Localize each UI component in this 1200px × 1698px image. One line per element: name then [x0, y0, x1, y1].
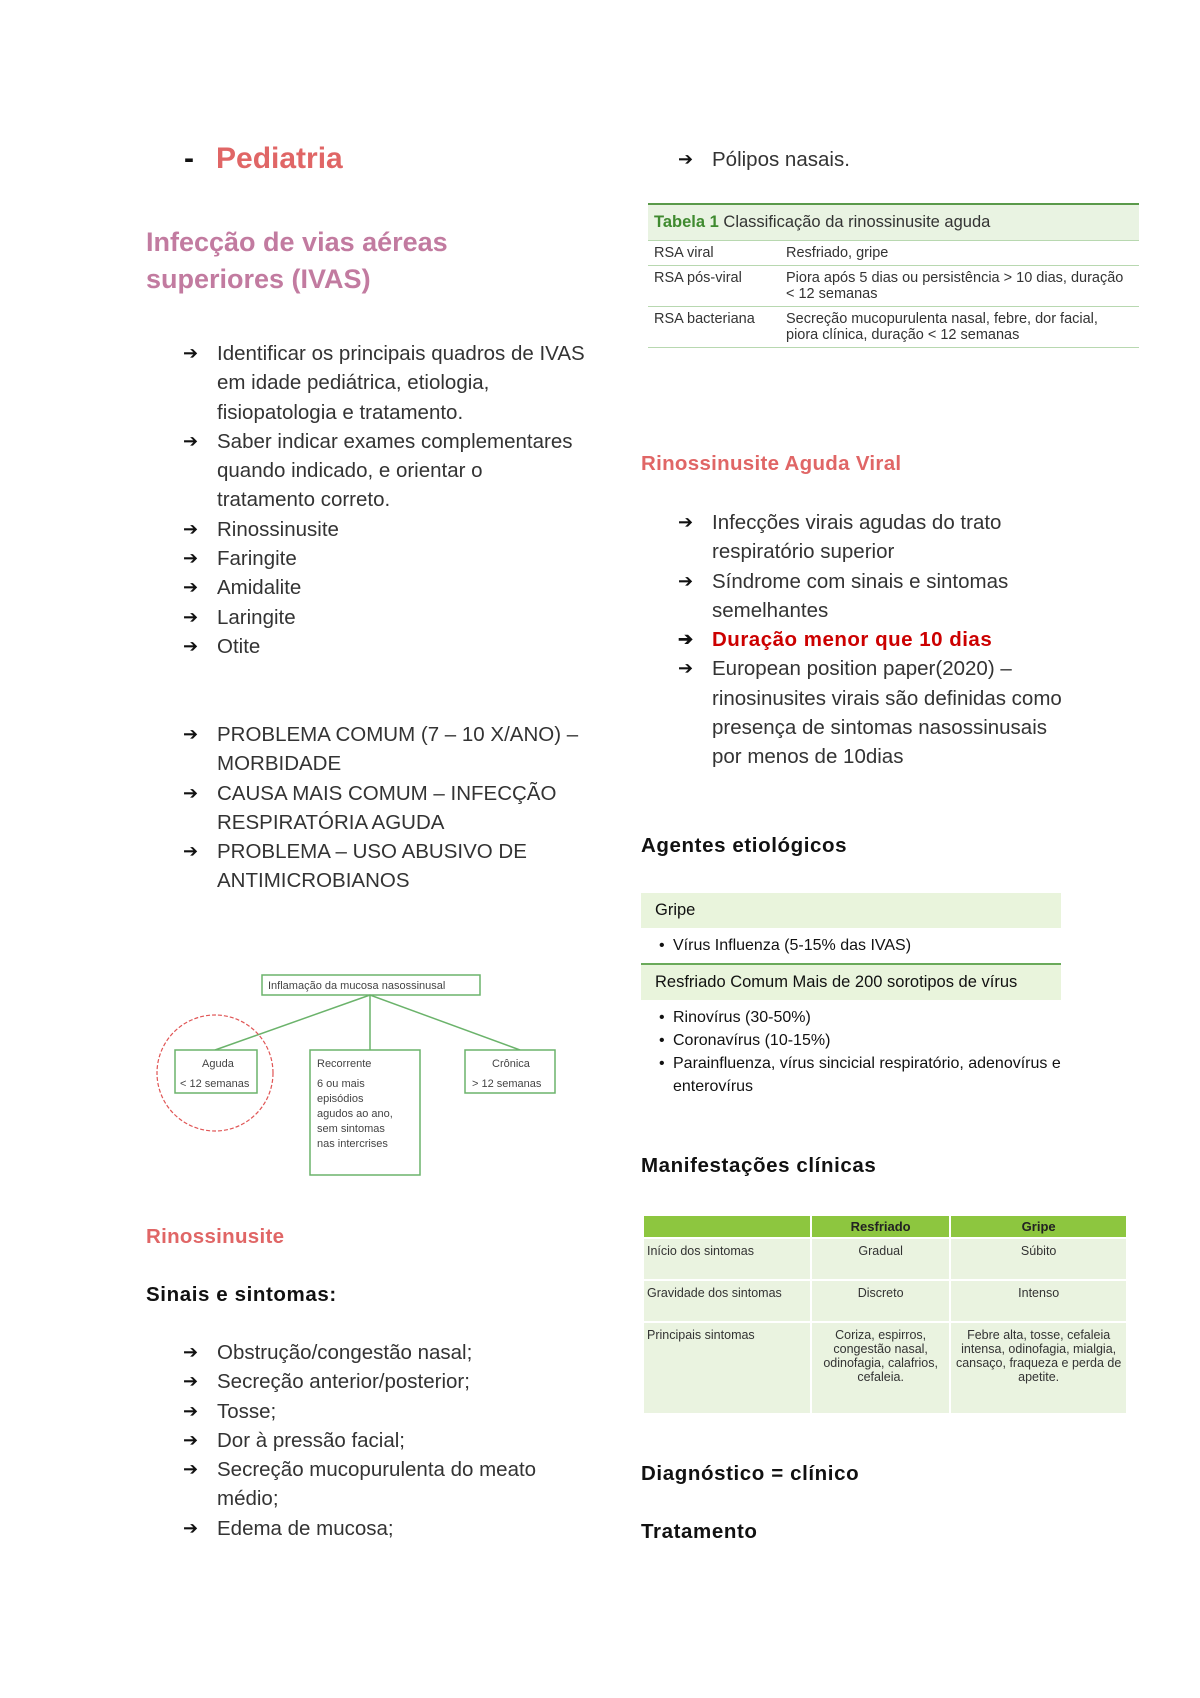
list-item: • Coronavírus (10-15%) — [659, 1029, 1061, 1052]
arrow-icon: ➔ — [183, 724, 199, 744]
arrow-icon: ➔ — [678, 512, 694, 532]
list-item: ➔ Infecções virais agudas do trato respiratório superior — [641, 508, 1081, 567]
list-item: ➔ Obstrução/congestão nasal; — [146, 1338, 586, 1367]
list-item: ➔ Rinossinusite — [146, 515, 586, 544]
list-item: ➔ Tosse; — [146, 1397, 586, 1426]
sinais-list — [146, 1338, 586, 1543]
resfriado-list — [641, 1000, 1061, 1104]
viral-title: Rinossinusite Aguda Viral — [641, 452, 902, 475]
manifestations-table — [642, 1214, 1128, 1415]
table-cell: Gradual — [812, 1239, 949, 1279]
list-item: ➔ Secreção mucopurulenta do meato médio; — [146, 1455, 586, 1514]
arrow-icon: ➔ — [678, 149, 694, 169]
agentes-title: Agentes etiológicos — [641, 834, 848, 857]
problems-list — [146, 720, 586, 896]
list-item: • Vírus Influenza (5-15% das IVAS) — [659, 934, 1061, 957]
arrow-icon: ➔ — [183, 1429, 199, 1450]
arrow-icon: ➔ — [183, 518, 199, 539]
tratamento-heading: Tratamento — [641, 1520, 758, 1543]
table-cell: Início dos sintomas — [644, 1239, 810, 1279]
table-cell: Gravidade dos sintomas — [644, 1281, 810, 1321]
recorrente-line: nas intercrises — [317, 1138, 388, 1150]
list-item-highlight: ➔ Duração menor que 10 dias — [641, 625, 1081, 654]
table-row — [648, 241, 1139, 266]
list-item: • Rinovírus (30-50%) — [659, 1006, 1061, 1029]
arrow-icon: ➔ — [183, 1371, 199, 1392]
table-cell: Piora após 5 dias ou persistência > 10 dias, duração < 12 semanas — [780, 266, 1139, 307]
list-item: ➔ PROBLEMA COMUM (7 – 10 X/ANO) – MORBIDADE — [146, 720, 586, 779]
diagram-connector — [215, 995, 370, 1050]
arrow-icon: ➔ — [183, 782, 199, 803]
recorrente-line: sem sintomas — [317, 1123, 385, 1135]
arrow-icon: ➔ — [183, 1342, 199, 1362]
list-item: ➔ Identificar os principais quadros de IVAS em idade pediátrica, etiologia, fisiopatologia e tratamento. — [146, 339, 586, 427]
list-item: ➔ CAUSA MAIS COMUM – INFECÇÃO RESPIRATÓRIA AGUDA — [146, 779, 586, 838]
gripe-list — [641, 928, 1061, 963]
table-row — [648, 307, 1139, 348]
table-caption-row — [648, 204, 1139, 241]
arrow-icon: ➔ — [183, 635, 199, 656]
aguda-text: < 12 semanas — [180, 1078, 250, 1090]
agentes-box — [641, 893, 1061, 1104]
table-header — [644, 1216, 810, 1237]
title-text: Pediatria — [216, 142, 343, 175]
table-cell: Resfriado, gripe — [780, 241, 1139, 266]
polipos-list — [641, 145, 1111, 174]
table-cell: RSA pós-viral — [648, 266, 780, 307]
arrow-icon: ➔ — [183, 841, 199, 862]
title-dash: - — [184, 142, 194, 175]
list-item: ➔ Pólipos nasais. — [641, 145, 1111, 174]
table-row — [644, 1239, 1126, 1279]
list-item: ➔ Laringite — [146, 603, 586, 632]
recorrente-line: 6 ou mais — [317, 1078, 365, 1090]
list-item: ➔ Saber indicar exames complementares quando indicado, e orientar o tratamento correto. — [146, 427, 586, 515]
table-cell: RSA bacteriana — [648, 307, 780, 348]
table-header: Resfriado — [812, 1216, 949, 1237]
list-item: ➔ Amidalite — [146, 573, 586, 602]
table-row — [644, 1281, 1126, 1321]
viral-list — [641, 508, 1081, 772]
arrow-icon: ➔ — [183, 1400, 199, 1421]
table-cell: Secreção mucopurulenta nasal, febre, dor facial, piora clínica, duração < 12 semanas — [780, 307, 1139, 348]
table-header-row — [644, 1216, 1126, 1237]
resfriado-header: Resfriado Comum Mais de 200 sorotipos de vírus — [641, 965, 1061, 1000]
gripe-header: Gripe — [641, 893, 1061, 928]
rinossinusite-title: Rinossinusite — [146, 1225, 285, 1248]
arrow-icon: ➔ — [183, 606, 199, 627]
table-cell: RSA viral — [648, 241, 780, 266]
sinais-title: Sinais e sintomas: — [146, 1283, 337, 1306]
table-cell: Febre alta, tosse, cefaleia intensa, odinofagia, mialgia, cansaço, fraqueza e perda de apetite. — [951, 1323, 1126, 1413]
diagram-root-text: Inflamação da mucosa nasossinusal — [268, 980, 446, 992]
heading-line-1: Infecção de vias aéreas — [146, 227, 448, 257]
arrow-icon: ➔ — [678, 570, 694, 591]
table-header: Gripe — [951, 1216, 1126, 1237]
arrow-icon: ➔ — [678, 629, 694, 650]
table-row — [648, 266, 1139, 307]
classification-table — [648, 203, 1139, 348]
list-item: ➔ Secreção anterior/posterior; — [146, 1367, 586, 1396]
cronica-text: > 12 semanas — [472, 1078, 542, 1090]
table-caption-text: Classificação da rinossinusite aguda — [723, 213, 991, 231]
arrow-icon: ➔ — [183, 1517, 199, 1538]
heading-line-2: superiores (IVAS) — [146, 264, 371, 294]
manifest-title: Manifestações clínicas — [641, 1154, 877, 1177]
diagram-connector — [370, 995, 520, 1050]
list-item: ➔ Dor à pressão facial; — [146, 1426, 586, 1455]
arrow-icon: ➔ — [183, 548, 199, 569]
page-title — [184, 142, 343, 176]
arrow-icon: ➔ — [183, 577, 199, 598]
aguda-title: Aguda — [202, 1058, 234, 1070]
table-cell: Súbito — [951, 1239, 1126, 1279]
section-heading — [146, 224, 448, 298]
table-row — [644, 1323, 1126, 1413]
recorrente-line: episódios — [317, 1093, 364, 1105]
list-item: • Parainfluenza, vírus sincicial respiratório, adenovírus e enterovírus — [659, 1052, 1061, 1098]
objectives-list — [146, 339, 586, 661]
recorrente-line: agudos ao ano, — [317, 1108, 393, 1120]
list-item: ➔ Faringite — [146, 544, 586, 573]
arrow-icon: ➔ — [678, 658, 694, 679]
cronica-title: Crônica — [492, 1058, 530, 1070]
list-item: ➔ Edema de mucosa; — [146, 1514, 586, 1543]
diagnostico-line: Diagnóstico = clínico — [641, 1462, 860, 1485]
arrow-icon: ➔ — [183, 1459, 199, 1480]
list-item: ➔ PROBLEMA – USO ABUSIVO DE ANTIMICROBIANOS — [146, 837, 586, 896]
arrow-icon: ➔ — [183, 343, 199, 363]
list-item: ➔ European position paper(2020) – rinosinusites virais são definidas como presença de sintomas nasossinusais por menos de 10dias — [641, 654, 1081, 771]
table-cell: Intenso — [951, 1281, 1126, 1321]
table-cell: Principais sintomas — [644, 1323, 810, 1413]
table-caption-label: Tabela 1 — [654, 213, 719, 231]
recorrente-title: Recorrente — [317, 1058, 372, 1070]
list-item: ➔ Síndrome com sinais e sintomas semelhantes — [641, 567, 1081, 626]
arrow-icon: ➔ — [183, 430, 199, 451]
table-cell: Discreto — [812, 1281, 949, 1321]
list-item: ➔ Otite — [146, 632, 586, 661]
rhinosinusitis-diagram — [140, 965, 580, 1190]
table-cell: Coriza, espirros, congestão nasal, odinofagia, calafrios, cefaleia. — [812, 1323, 949, 1413]
